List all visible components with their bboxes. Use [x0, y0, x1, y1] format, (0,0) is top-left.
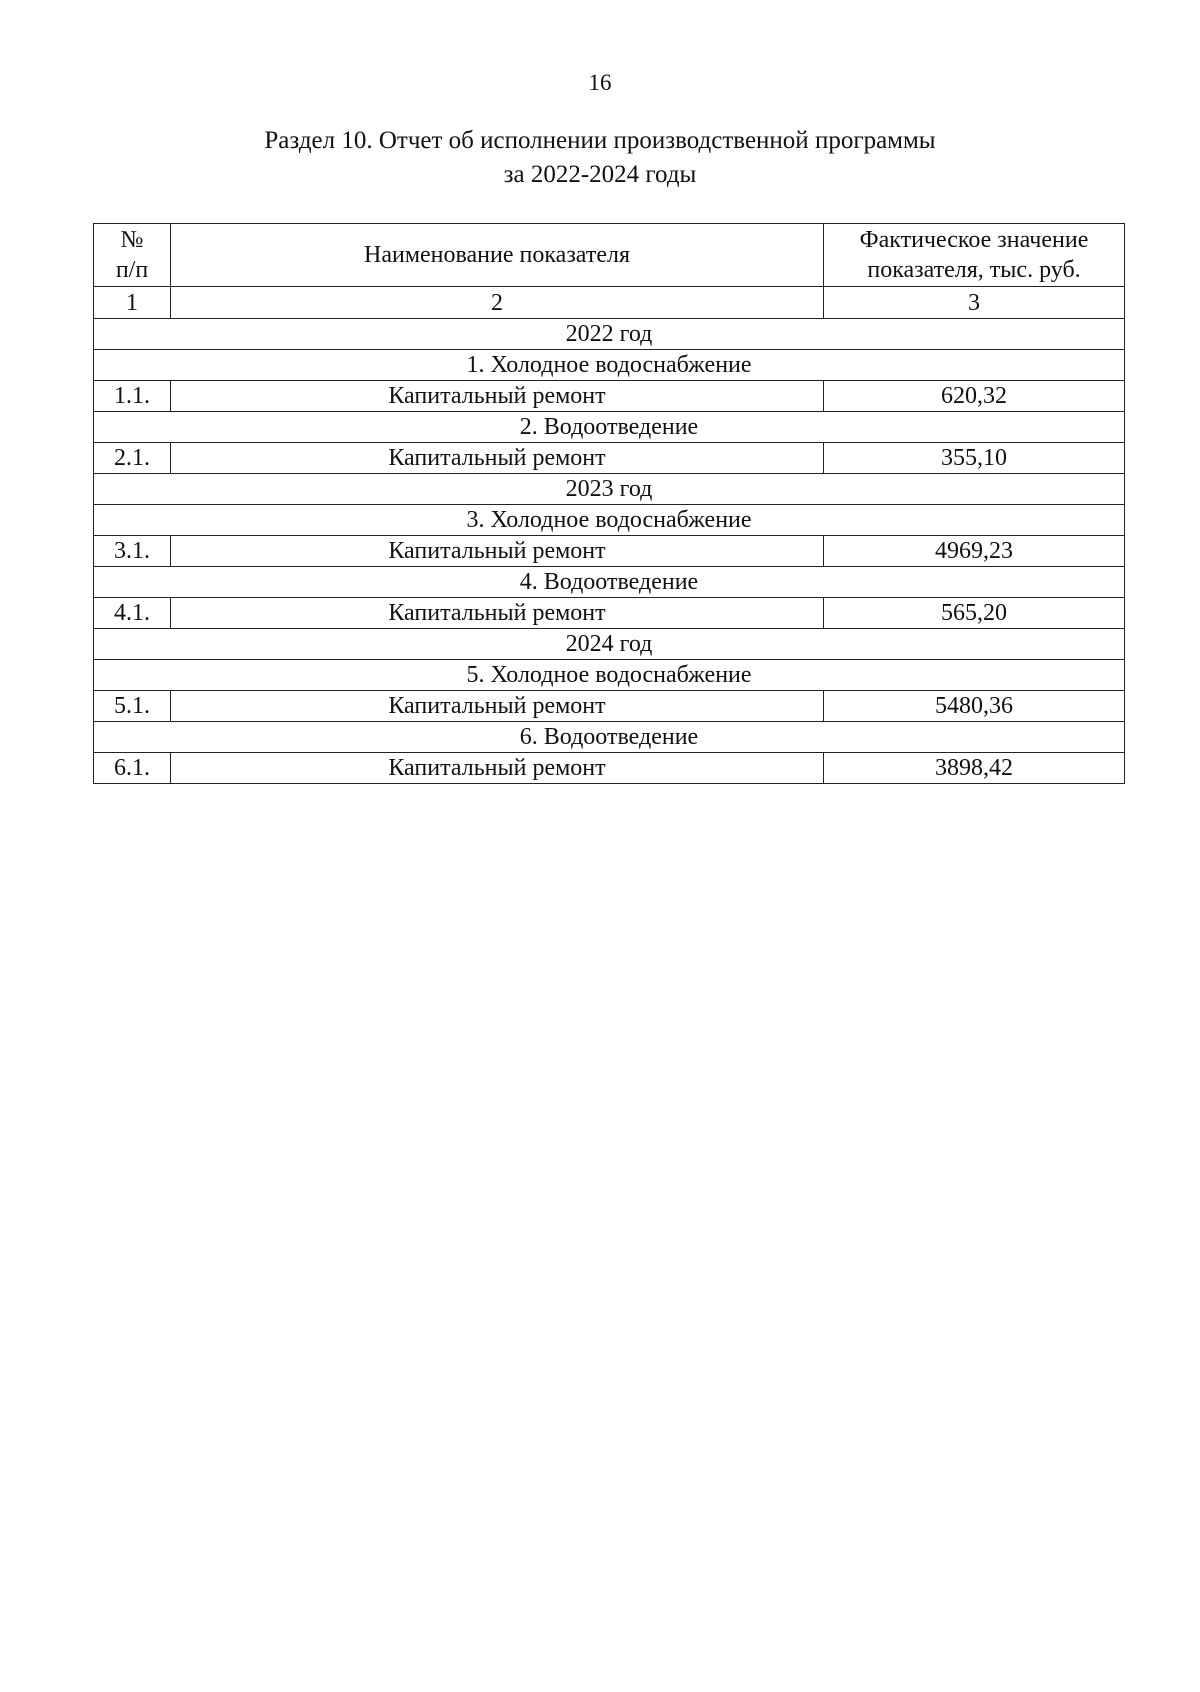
- table-header-row: [94, 224, 1125, 287]
- report-table: [93, 223, 1125, 784]
- row-number: 6.1.: [94, 753, 171, 784]
- table-row: [94, 536, 1125, 567]
- section-row: [94, 567, 1125, 598]
- header-indicator-name: Наименование показателя: [171, 224, 824, 287]
- table-row: [94, 598, 1125, 629]
- table-body: [94, 319, 1125, 784]
- year-row: [94, 629, 1125, 660]
- indicator-value: 4969,23: [824, 536, 1125, 567]
- section-heading: 6. Водоотведение: [94, 722, 1125, 753]
- row-number: 2.1.: [94, 443, 171, 474]
- section-heading: 4. Водоотведение: [94, 567, 1125, 598]
- year-heading: 2024 год: [94, 629, 1125, 660]
- header-value-line-1: Фактическое значение: [859, 227, 1089, 253]
- indicator-value: 3898,42: [824, 753, 1125, 784]
- table-row: [94, 443, 1125, 474]
- year-heading: 2022 год: [94, 319, 1125, 350]
- column-number: 2: [171, 287, 824, 319]
- indicator-name: Капитальный ремонт: [171, 443, 824, 474]
- header-value-line-2: показателя, тыс. руб.: [867, 257, 1081, 283]
- column-number-row: [94, 287, 1125, 319]
- header-actual-value: [824, 224, 1125, 287]
- section-heading: 2. Водоотведение: [94, 412, 1125, 443]
- document-title-line-1: Раздел 10. Отчет об исполнении производственной программы: [264, 127, 936, 154]
- header-number-line-2: п/п: [115, 257, 149, 283]
- section-row: [94, 350, 1125, 381]
- row-number: 3.1.: [94, 536, 171, 567]
- section-heading: 5. Холодное водоснабжение: [94, 660, 1125, 691]
- table-row: [94, 691, 1125, 722]
- section-heading: 3. Холодное водоснабжение: [94, 505, 1125, 536]
- indicator-name: Капитальный ремонт: [171, 536, 824, 567]
- indicator-value: 355,10: [824, 443, 1125, 474]
- table-row: [94, 753, 1125, 784]
- document-title-line-2: за 2022-2024 годы: [503, 161, 697, 188]
- table-row: [94, 381, 1125, 412]
- year-row: [94, 319, 1125, 350]
- row-number: 5.1.: [94, 691, 171, 722]
- column-number: 1: [94, 287, 171, 319]
- indicator-name: Капитальный ремонт: [171, 691, 824, 722]
- section-row: [94, 412, 1125, 443]
- row-number: 1.1.: [94, 381, 171, 412]
- document-title: [0, 124, 1200, 192]
- header-number-line-1: №: [120, 227, 144, 253]
- indicator-name: Капитальный ремонт: [171, 753, 824, 784]
- year-heading: 2023 год: [94, 474, 1125, 505]
- section-row: [94, 505, 1125, 536]
- indicator-name: Капитальный ремонт: [171, 381, 824, 412]
- year-row: [94, 474, 1125, 505]
- indicator-value: 565,20: [824, 598, 1125, 629]
- page-number: 16: [588, 70, 612, 95]
- section-row: [94, 722, 1125, 753]
- column-number: 3: [824, 287, 1125, 319]
- indicator-name: Капитальный ремонт: [171, 598, 824, 629]
- indicator-value: 620,32: [824, 381, 1125, 412]
- row-number: 4.1.: [94, 598, 171, 629]
- header-number: [94, 224, 171, 287]
- section-heading: 1. Холодное водоснабжение: [94, 350, 1125, 381]
- indicator-value: 5480,36: [824, 691, 1125, 722]
- section-row: [94, 660, 1125, 691]
